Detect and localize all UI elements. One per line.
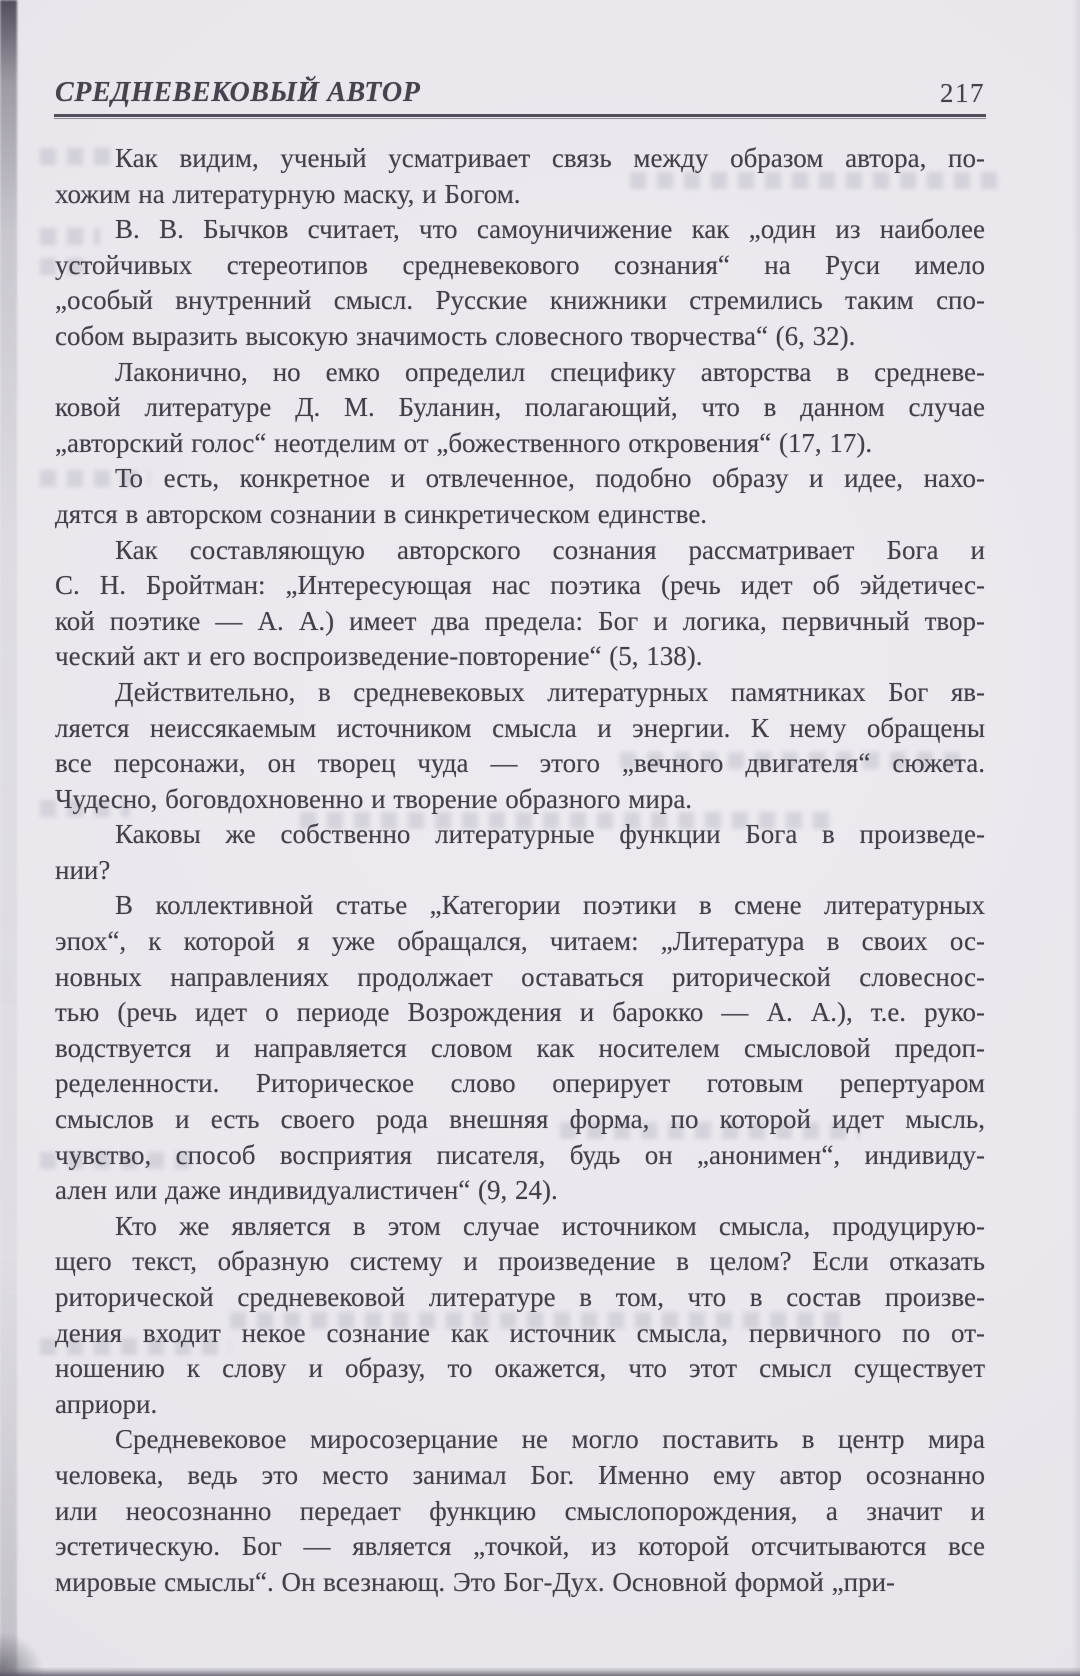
paragraph [55,817,985,888]
paragraph [55,1422,985,1600]
scan-edge-bottom [0,1667,1080,1676]
text-line: новных направлениях продолжает оставаться риторической словеснос- [55,961,985,992]
text-line: ковой литературе Д. М. Буланин, полагающий, что в данном случае [55,392,985,423]
text-line: В. В. Бычков считает, что самоуничижение как „один из наиболее [115,214,985,245]
text-line: Как видим, ученый усматривает связь между образом автора, по- [115,143,985,173]
paragraph [55,1209,985,1423]
running-header [55,76,985,110]
chapter-title: СРЕДНЕВЕКОВЫЙ АВТОР [55,77,421,108]
text-line: смыслов и есть своего рода внешняя форма, по которой идет мысль, [55,1104,985,1135]
text-line: чувство, способ восприятия писателя, будь он „анонимен“, индивиду- [55,1139,985,1170]
paragraph [55,533,985,675]
text-line: риторической средневековой литературе в том, что в состав произве- [55,1282,985,1312]
paragraph [55,355,985,462]
text-line: Как составляющую авторского сознания рассматривает Бога и [115,534,985,565]
text-line: человека, ведь это место занимал Бог. Именно ему автор осознанно [55,1459,985,1490]
scan-edge-right [1072,0,1080,1676]
text-line: собом выразить высокую значимость словесного творчества“ (6, 32). [55,320,856,351]
paragraph [55,888,985,1208]
paragraph [55,141,985,212]
scan-edge-left [0,0,17,1676]
text-line: устойчивых стереотипов средневекового сознания“ на Руси имело [55,249,985,280]
text-line: В коллективной статье „Категории поэтики в смене литературных [115,890,985,921]
text-line: „авторский голос“ неотделим от „божественного откровения“ (17, 17). [55,427,873,458]
text-line: априори. [55,1388,158,1419]
text-line: ределенности. Риторическое слово оперирует готовым репертуаром [55,1068,985,1099]
text-line: дятся в авторском сознании в синкретическом единстве. [55,498,708,529]
text-line: хожим на литературную маску, и Богом. [55,178,521,209]
paragraph [55,212,985,354]
text-line: мировые смыслы“. Он всезнающ. Это Бог-Дух. Основной формой „при- [55,1566,896,1597]
text-line: ческий акт и его воспроизведение-повторение“ (5, 138). [55,641,703,672]
text-line: ляется неиссякаемым источником смысла и энергии. К нему обращены [55,712,985,743]
text-line: ношению к слову и образу, то окажется, что этот смысл существует [55,1353,985,1384]
text-line: нии? [55,854,111,885]
page-number: 217 [940,78,985,108]
text-line: То есть, конкретное и отвлеченное, подобно образу и идее, нахо- [115,463,985,494]
text-line: Лаконично, но емко определил специфику авторства в средневе- [115,356,985,387]
paragraph [55,461,985,532]
text-line: Средневековое миросозерцание не могло поставить в центр мира [115,1424,985,1455]
text-line: Каковы же собственно литературные функции Бога в произведе- [115,819,985,850]
text-line: Действительно, в средневековых литературных памятниках Бог яв- [115,676,985,707]
header-rule [54,114,986,120]
paragraph [55,675,985,817]
text-line: щего текст, образную систему и произведение в целом? Если отказать [55,1246,985,1277]
text-line: Кто же является в этом случае источником смысла, продуцирую- [115,1210,985,1241]
text-line: кой поэтике — А. А.) имеет два предела: Бог и логика, первичный твор- [55,605,985,636]
text-line: ален или даже индивидуалистичен“ (9, 24). [55,1175,558,1206]
text-line: или неосознанно передает функцию смыслопорождения, а значит и [55,1495,985,1526]
text-line: С. Н. Бройтман: „Интересующая нас поэтика (речь идет об эйдетичес- [55,570,985,601]
text-line: эпох“, к которой я уже обращался, читаем: „Литература в своих ос- [55,926,985,957]
text-line: все персонажи, он творец чуда — этого „вечного двигателя“ сюжета. [55,748,985,779]
text-line: Чудесно, боговдохновенно и творение образного мира. [55,783,693,814]
text-line: эстетическую. Бог — является „точкой, из которой отсчитываются все [55,1531,985,1562]
text-line: водствуется и направляется словом как носителем смысловой предоп- [55,1032,985,1063]
body-text [55,141,985,1600]
text-line: тью (речь идет о периоде Возрождения и барокко — А. А.), т.е. руко- [55,997,985,1028]
text-line: дения входит некое сознание как источник смысла, первичного по от- [55,1317,985,1348]
text-line: „особый внутренний смысл. Русские книжники стремились таким спо- [55,285,985,316]
